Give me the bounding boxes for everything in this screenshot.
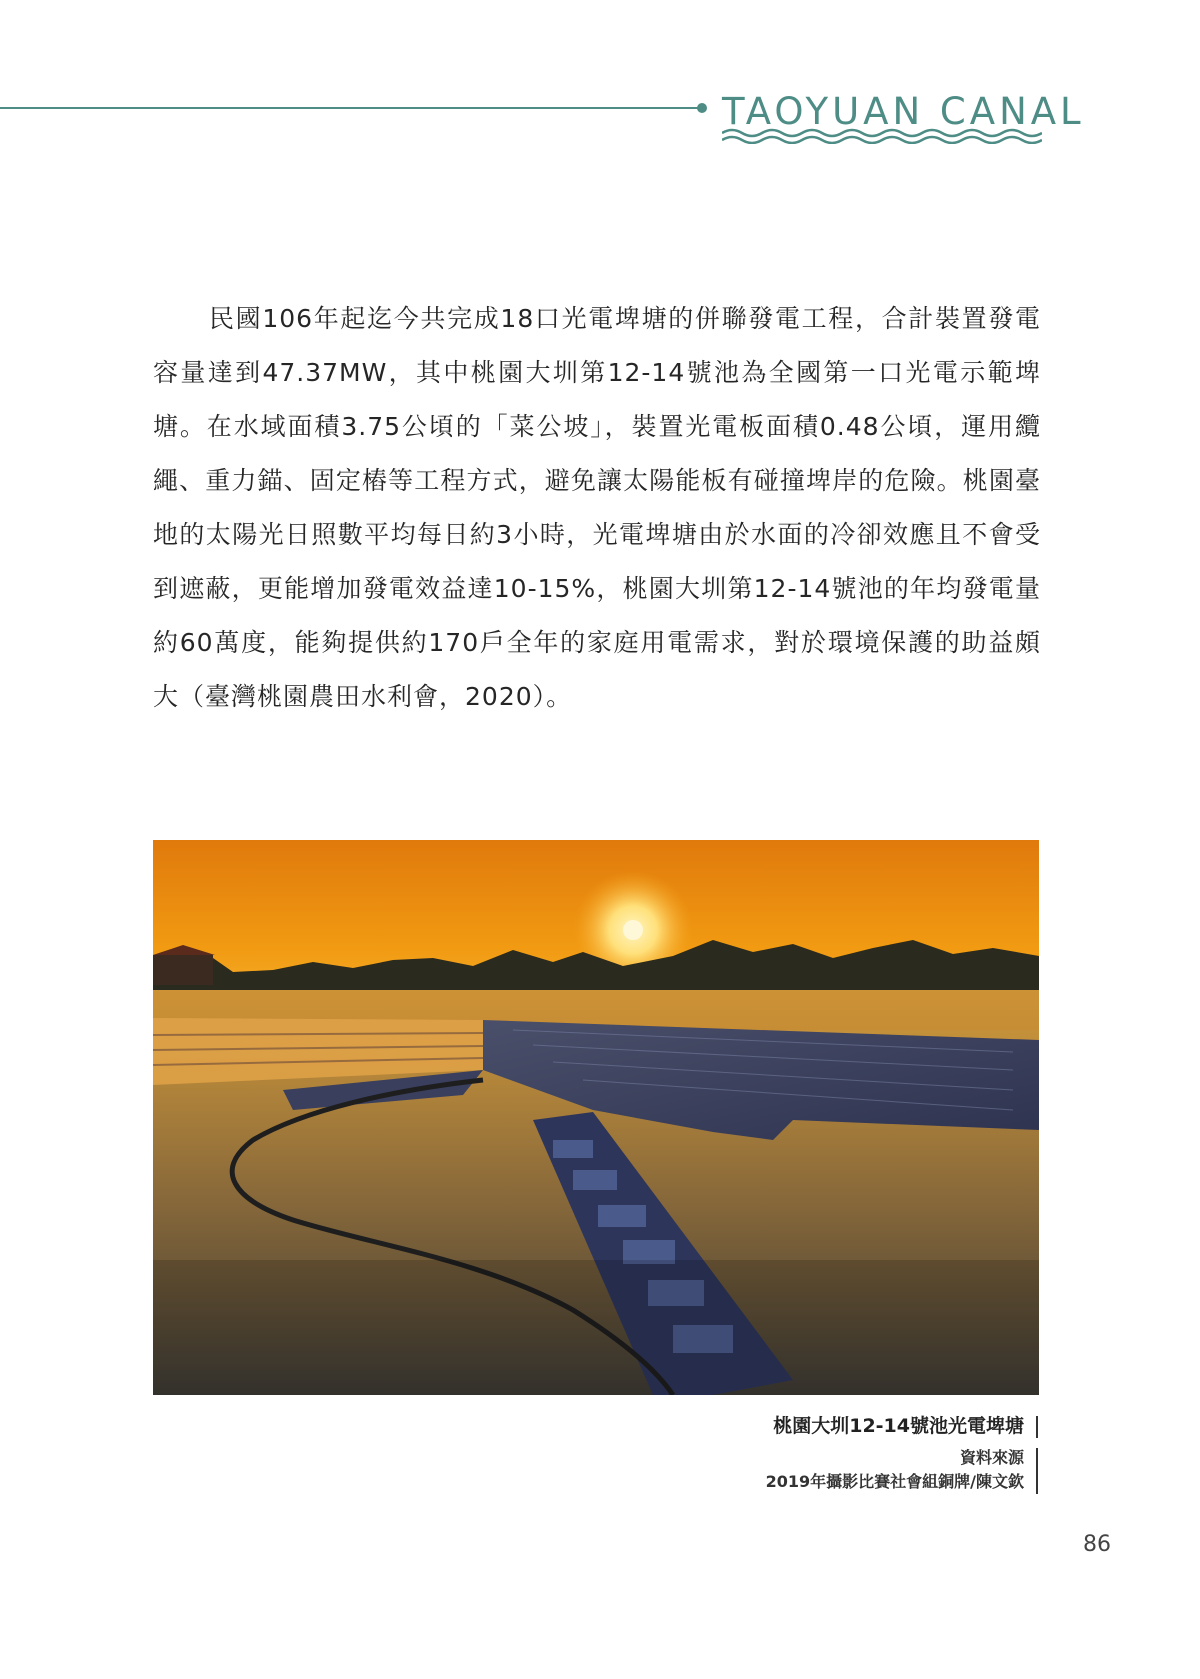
caption-bar (1036, 1416, 1038, 1438)
source-bar (1036, 1448, 1038, 1494)
caption-source (766, 1446, 1038, 1494)
caption-title (766, 1412, 1038, 1440)
source-label: 資料來源 (959, 1448, 1024, 1467)
header-rule (0, 107, 700, 109)
caption-title-text: 桃園大圳12-14號池光電埤塘 (773, 1415, 1024, 1437)
source-text: 2019年攝影比賽社會組銅牌/陳文欽 (765, 1472, 1024, 1491)
wave-icon (722, 128, 1042, 144)
floating-solar-pond-photo (153, 840, 1039, 1395)
header-rule-dot (697, 103, 707, 113)
figure-caption (766, 1412, 1038, 1494)
page-number: 86 (1083, 1532, 1111, 1557)
taoyuan-canal-logo (722, 90, 1085, 144)
body-paragraph: 民國106年起迄今共完成18口光電埤塘的併聯發電工程，合計裝置發電容量達到47.37MW，其中桃園大圳第12-14號池為全國第一口光電示範埤塘。在水域面積3.75公頃的「菜公坡」，裝置光電板面積0.48公頃，運用纜繩、重力錨、固定樁等工程方式，避免讓太陽能板有碰撞埤岸的危險。桃園臺地的太陽光日照數平均每日約3小時，光電埤塘由於水面的冷卻效應且不會受到遮蔽，更能增加發電效益達10-15%，桃園大圳第12-14號池的年均發電量約60萬度，能夠提供約170戶全年的家庭用電需求，對於環境保護的助益頗大（臺灣桃園農田水利會，2020）。 (153, 304, 1041, 711)
logo-text: TAOYUAN CANAL (722, 90, 1085, 133)
